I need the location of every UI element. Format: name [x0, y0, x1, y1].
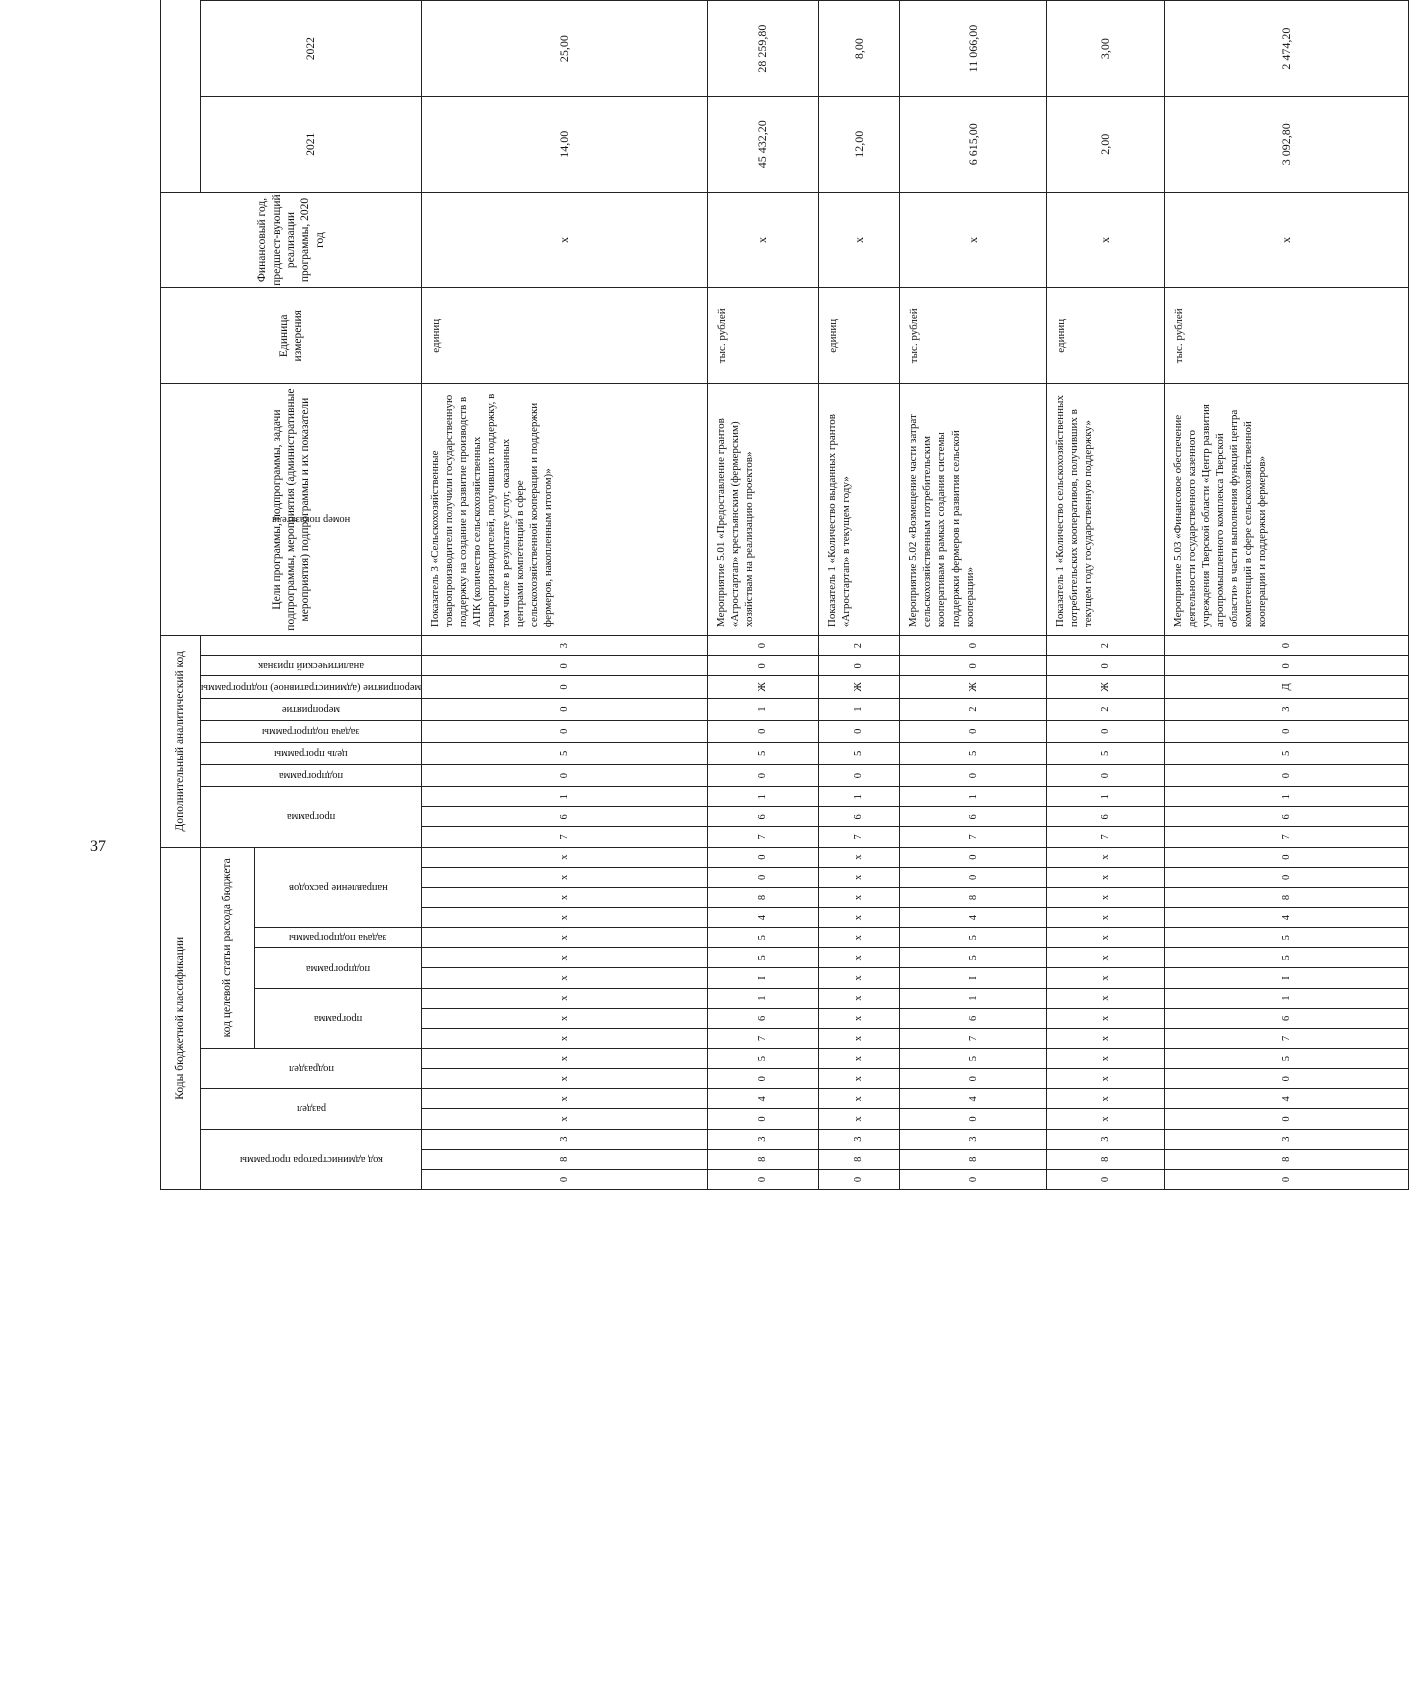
row-year-value	[900, 0, 1047, 1]
row-year-value	[818, 0, 900, 1]
code-digit: 5	[900, 1049, 1047, 1069]
code-digit: 8	[1164, 887, 1409, 907]
code-digit: x	[1047, 948, 1164, 968]
code-digit: x	[1047, 1109, 1164, 1129]
code-digit: 0	[1164, 867, 1409, 887]
code-digit: x	[1047, 1069, 1164, 1089]
header-ac-task: задача подпрограммы	[201, 720, 422, 742]
code-digit: 0	[1164, 1169, 1409, 1189]
row-description: Показатель 3 «Сельскохозяйственные товаропроизводители получили государственную поддержку на создание и развитие производств в АПК (количество сельскохозяйственных товаропроизводителей, получивших поддержку, в том числе в результате услуг, оказанных центрами компетенций в сфере сельскохозяйственной кооперации и поддержки фермеров, накопленным итогом)»	[422, 384, 708, 636]
table-row	[1047, 0, 1164, 1190]
code-digit: 7	[707, 1028, 818, 1048]
code-digit: 0	[1164, 847, 1409, 867]
code-digit: 0	[900, 1109, 1047, 1129]
code-digit: 1	[1164, 988, 1409, 1008]
code-digit: 7	[818, 827, 900, 847]
code-digit: 0	[707, 720, 818, 742]
code-digit: 0	[900, 847, 1047, 867]
code-digit: 7	[422, 827, 708, 847]
code-digit: 5	[900, 742, 1047, 764]
row-year-value	[707, 0, 818, 1]
row-unit: единиц	[1047, 288, 1164, 384]
code-digit: 7	[900, 827, 1047, 847]
code-digit: x	[818, 867, 900, 887]
code-digit: 5	[1164, 742, 1409, 764]
code-digit: 0	[1164, 1069, 1409, 1089]
row-fin-year: x	[818, 192, 900, 288]
row-fin-year: x	[707, 192, 818, 288]
code-digit: x	[818, 968, 900, 988]
code-digit: x	[422, 847, 708, 867]
code-digit: Ж	[707, 676, 818, 698]
code-digit: 6	[818, 807, 900, 827]
code-digit: 6	[1164, 1008, 1409, 1028]
code-digit: 8	[1164, 1149, 1409, 1169]
code-digit: 1	[900, 787, 1047, 807]
row-year-value: 6 615,00	[900, 96, 1047, 192]
code-digit: 0	[1164, 1109, 1409, 1129]
row-description: Мероприятие 5.01 «Предоставление грантов «Агростартап» крестьянским (фермерским) хозяйствам на реализацию проектов»	[707, 384, 818, 636]
code-digit: 0	[422, 698, 708, 720]
row-fin-year: x	[1164, 192, 1409, 288]
code-digit: x	[818, 1089, 900, 1109]
code-digit: 6	[900, 807, 1047, 827]
header-year-2023	[201, 0, 422, 1]
header-section: раздел	[201, 1089, 422, 1129]
code-digit: 4	[707, 1089, 818, 1109]
table-body	[422, 0, 1409, 1190]
code-digit: 0	[1164, 656, 1409, 676]
code-digit: 8	[818, 1149, 900, 1169]
code-digit: 1	[818, 698, 900, 720]
code-digit: 0	[1047, 1169, 1164, 1189]
code-digit: 3	[818, 1129, 900, 1149]
code-digit: 7	[1164, 827, 1409, 847]
code-digit: 3	[1164, 698, 1409, 720]
code-digit: x	[1047, 1008, 1164, 1028]
code-digit: x	[1047, 968, 1164, 988]
code-digit: 0	[422, 656, 708, 676]
code-digit: 5	[422, 742, 708, 764]
row-year-value: 28 259,80	[707, 1, 818, 97]
header-ac-subprogram: подпрограмма	[201, 765, 422, 787]
code-digit: 4	[707, 908, 818, 928]
code-digit: x	[818, 1109, 900, 1129]
code-digit: 0	[900, 720, 1047, 742]
code-digit: I	[707, 968, 818, 988]
code-digit: x	[422, 1089, 708, 1109]
code-digit: x	[422, 908, 708, 928]
row-unit: тыс. рублей	[707, 288, 818, 384]
header-target-code: код целевой статьи расхода бюджета	[201, 847, 255, 1048]
row-description: Мероприятие 5.02 «Возмещение части затрат сельскохозяйственным потребительским кооперативам в рамках создания системы поддержки фермеров и развития сельской кооперации»	[900, 384, 1047, 636]
code-digit: 4	[1164, 1089, 1409, 1109]
code-digit: x	[818, 928, 900, 948]
code-digit: 1	[707, 988, 818, 1008]
code-digit: 0	[422, 1169, 708, 1189]
code-digit: I	[1164, 968, 1409, 988]
code-digit: x	[1047, 928, 1164, 948]
code-digit: 2	[900, 698, 1047, 720]
code-digit: 0	[900, 867, 1047, 887]
code-digit: 6	[1164, 807, 1409, 827]
code-digit: x	[422, 1028, 708, 1048]
code-digit: x	[1047, 908, 1164, 928]
code-digit: x	[1047, 1028, 1164, 1048]
code-digit: Ж	[1047, 676, 1164, 698]
row-year-value: 8,00	[818, 1, 900, 97]
header-subprogram-task: задача подпрограммы	[254, 928, 421, 948]
header-year-2021: 2021	[201, 96, 422, 192]
code-digit: 0	[707, 847, 818, 867]
page-number: 37	[90, 838, 106, 855]
code-digit: 0	[1047, 720, 1164, 742]
code-digit: 8	[1047, 1149, 1164, 1169]
code-digit: x	[422, 928, 708, 948]
code-digit: x	[818, 948, 900, 968]
code-digit: 0	[707, 1169, 818, 1189]
code-digit: 0	[1047, 765, 1164, 787]
code-digit: 0	[707, 1069, 818, 1089]
code-digit: 1	[1047, 787, 1164, 807]
header-ac-measure: мероприятие	[201, 698, 422, 720]
code-digit: x	[818, 908, 900, 928]
row-description: Мероприятие 5.03 «Финансовое обеспечение деятельности государственного казенного учреждения Тверской области «Центр развития агропромышленного комплекса Тверской области» в части выполнения функций центра компетенций в сфере сельскохозяйственной кооперации и поддержки фермеров»	[1164, 384, 1409, 636]
code-digit: 3	[422, 1129, 708, 1149]
table-row	[707, 0, 818, 1190]
row-fin-year: x	[900, 192, 1047, 288]
code-digit: 5	[707, 742, 818, 764]
row-year-value: 14,00	[422, 96, 708, 192]
row-unit: тыс. рублей	[900, 288, 1047, 384]
header-ac-program: программа	[201, 787, 422, 847]
code-digit: 3	[900, 1129, 1047, 1149]
program-table	[160, 0, 1409, 1190]
code-digit: x	[422, 1109, 708, 1129]
row-year-value: 45 432,20	[707, 96, 818, 192]
header-subsection: подраздел	[201, 1049, 422, 1089]
code-digit: 8	[707, 887, 818, 907]
code-digit: x	[422, 1008, 708, 1028]
rotated-table-scan	[160, 24, 1320, 1700]
code-digit: I	[900, 968, 1047, 988]
table-row	[818, 0, 900, 1190]
row-unit: единиц	[422, 288, 708, 384]
code-digit: x	[422, 1049, 708, 1069]
header-extra-code: Дополнительный аналитический код	[161, 636, 201, 848]
header-program: программа	[254, 988, 421, 1048]
table-row	[422, 0, 708, 1190]
header-expense-direction: направление расходов	[254, 847, 421, 928]
code-digit: 8	[707, 1149, 818, 1169]
header-ac-measure-admin: мероприятие (административное) подпрограммы	[201, 676, 422, 698]
row-year-value: 25,00	[422, 1, 708, 97]
code-digit: 0	[818, 1169, 900, 1189]
code-digit: x	[818, 847, 900, 867]
row-year-value	[1047, 0, 1164, 1]
code-digit: 0	[900, 1069, 1047, 1089]
code-digit: 5	[900, 928, 1047, 948]
code-digit: 8	[900, 887, 1047, 907]
header-subprogram: подпрограмма	[254, 948, 421, 988]
code-digit: 0	[900, 636, 1047, 656]
code-digit: Д	[1164, 676, 1409, 698]
code-digit: 3	[707, 1129, 818, 1149]
code-digit: 3	[422, 636, 708, 656]
row-year-value	[1164, 0, 1409, 1]
code-digit: x	[1047, 887, 1164, 907]
row-year-value: 3,00	[1047, 1, 1164, 97]
code-digit: 0	[818, 765, 900, 787]
code-digit: 4	[900, 908, 1047, 928]
code-digit: 6	[707, 1008, 818, 1028]
code-digit: 5	[1047, 742, 1164, 764]
code-digit: 1	[422, 787, 708, 807]
code-digit: 0	[707, 765, 818, 787]
code-digit: 0	[422, 676, 708, 698]
table-row	[1164, 0, 1409, 1190]
code-digit: 8	[900, 1149, 1047, 1169]
code-digit: x	[818, 1028, 900, 1048]
row-unit: тыс. рублей	[1164, 288, 1409, 384]
code-digit: 5	[707, 928, 818, 948]
header-years-group	[161, 0, 201, 192]
code-digit: 5	[1164, 948, 1409, 968]
header-ac-indicator: номер показателя	[201, 384, 422, 656]
row-year-value	[422, 0, 708, 1]
code-digit: 7	[1164, 1028, 1409, 1048]
header-goals: Цели программы, подпрограммы, задачи подпрограммы, мероприятия (административные мероприятия) подпрограммы и их показатели	[161, 384, 422, 636]
code-digit: 1	[900, 988, 1047, 1008]
code-digit: x	[1047, 847, 1164, 867]
code-digit: 0	[1164, 636, 1409, 656]
code-digit: x	[1047, 867, 1164, 887]
code-digit: x	[818, 887, 900, 907]
code-digit: 0	[1047, 656, 1164, 676]
row-year-value: 3 092,80	[1164, 96, 1409, 192]
code-digit: 1	[1164, 787, 1409, 807]
header-admin-code: код администратора программы	[201, 1129, 422, 1189]
code-digit: x	[1047, 988, 1164, 1008]
code-digit: 3	[1047, 1129, 1164, 1149]
code-digit: 5	[707, 1049, 818, 1069]
code-digit: 0	[707, 656, 818, 676]
code-digit: x	[818, 1069, 900, 1089]
code-digit: 1	[707, 787, 818, 807]
code-digit: 6	[707, 807, 818, 827]
header-fin-year: Финансовый год, предшест-вующий реализации программы, 2020 год	[161, 192, 422, 288]
code-digit: 0	[707, 867, 818, 887]
code-digit: x	[422, 948, 708, 968]
code-digit: 6	[900, 1008, 1047, 1028]
row-year-value: 12,00	[818, 96, 900, 192]
code-digit: 0	[818, 720, 900, 742]
code-digit: 1	[818, 787, 900, 807]
code-digit: 3	[1164, 1129, 1409, 1149]
table-row	[900, 0, 1047, 1190]
row-unit: единиц	[818, 288, 900, 384]
code-digit: 0	[900, 1169, 1047, 1189]
code-digit: x	[1047, 1089, 1164, 1109]
row-description: Показатель 1 «Количество сельскохозяйственных потребительских кооперативов, получивших в текущем году государственную поддержку»	[1047, 384, 1164, 636]
code-digit: 5	[900, 948, 1047, 968]
code-digit: 6	[422, 807, 708, 827]
header-year-2022: 2022	[201, 1, 422, 97]
code-digit: 5	[707, 948, 818, 968]
code-digit: 2	[1047, 698, 1164, 720]
code-digit: x	[422, 887, 708, 907]
code-digit: x	[1047, 1049, 1164, 1069]
code-digit: 0	[1164, 720, 1409, 742]
code-digit: 0	[1164, 765, 1409, 787]
row-year-value: 11 066,00	[900, 1, 1047, 97]
code-digit: 7	[1047, 827, 1164, 847]
code-digit: 7	[707, 827, 818, 847]
code-digit: Ж	[900, 676, 1047, 698]
code-digit: 2	[1047, 636, 1164, 656]
row-fin-year: x	[1047, 192, 1164, 288]
code-digit: 0	[707, 636, 818, 656]
code-digit: 4	[1164, 908, 1409, 928]
row-description: Показатель 1 «Количество выданных грантов «Агростартап» в текущем году»	[818, 384, 900, 636]
code-digit: 8	[422, 1149, 708, 1169]
code-digit: x	[818, 1008, 900, 1028]
code-digit: 0	[422, 720, 708, 742]
code-digit: 2	[818, 636, 900, 656]
row-year-value: 2 474,20	[1164, 1, 1409, 97]
code-digit: 0	[900, 765, 1047, 787]
code-digit: 1	[707, 698, 818, 720]
header-ac-goal: цель программы	[201, 742, 422, 764]
code-digit: 0	[707, 1109, 818, 1129]
code-digit: 5	[1164, 1049, 1409, 1069]
code-digit: 5	[1164, 928, 1409, 948]
code-digit: 5	[818, 742, 900, 764]
row-year-value: 2,00	[1047, 96, 1164, 192]
code-digit: x	[818, 988, 900, 1008]
code-digit: 0	[818, 656, 900, 676]
code-digit: x	[422, 988, 708, 1008]
code-digit: x	[422, 867, 708, 887]
code-digit: 0	[900, 656, 1047, 676]
code-digit: 6	[1047, 807, 1164, 827]
header-unit: Единица измерения	[161, 288, 422, 384]
row-fin-year: x	[422, 192, 708, 288]
code-digit: x	[422, 968, 708, 988]
header-ac-sign: аналитический признак	[201, 656, 422, 676]
code-digit: 7	[900, 1028, 1047, 1048]
header-budget-codes: Коды бюджетной классификации	[161, 847, 201, 1189]
code-digit: 4	[900, 1089, 1047, 1109]
code-digit: x	[818, 1049, 900, 1069]
code-digit: Ж	[818, 676, 900, 698]
code-digit: 0	[422, 765, 708, 787]
code-digit: x	[422, 1069, 708, 1089]
